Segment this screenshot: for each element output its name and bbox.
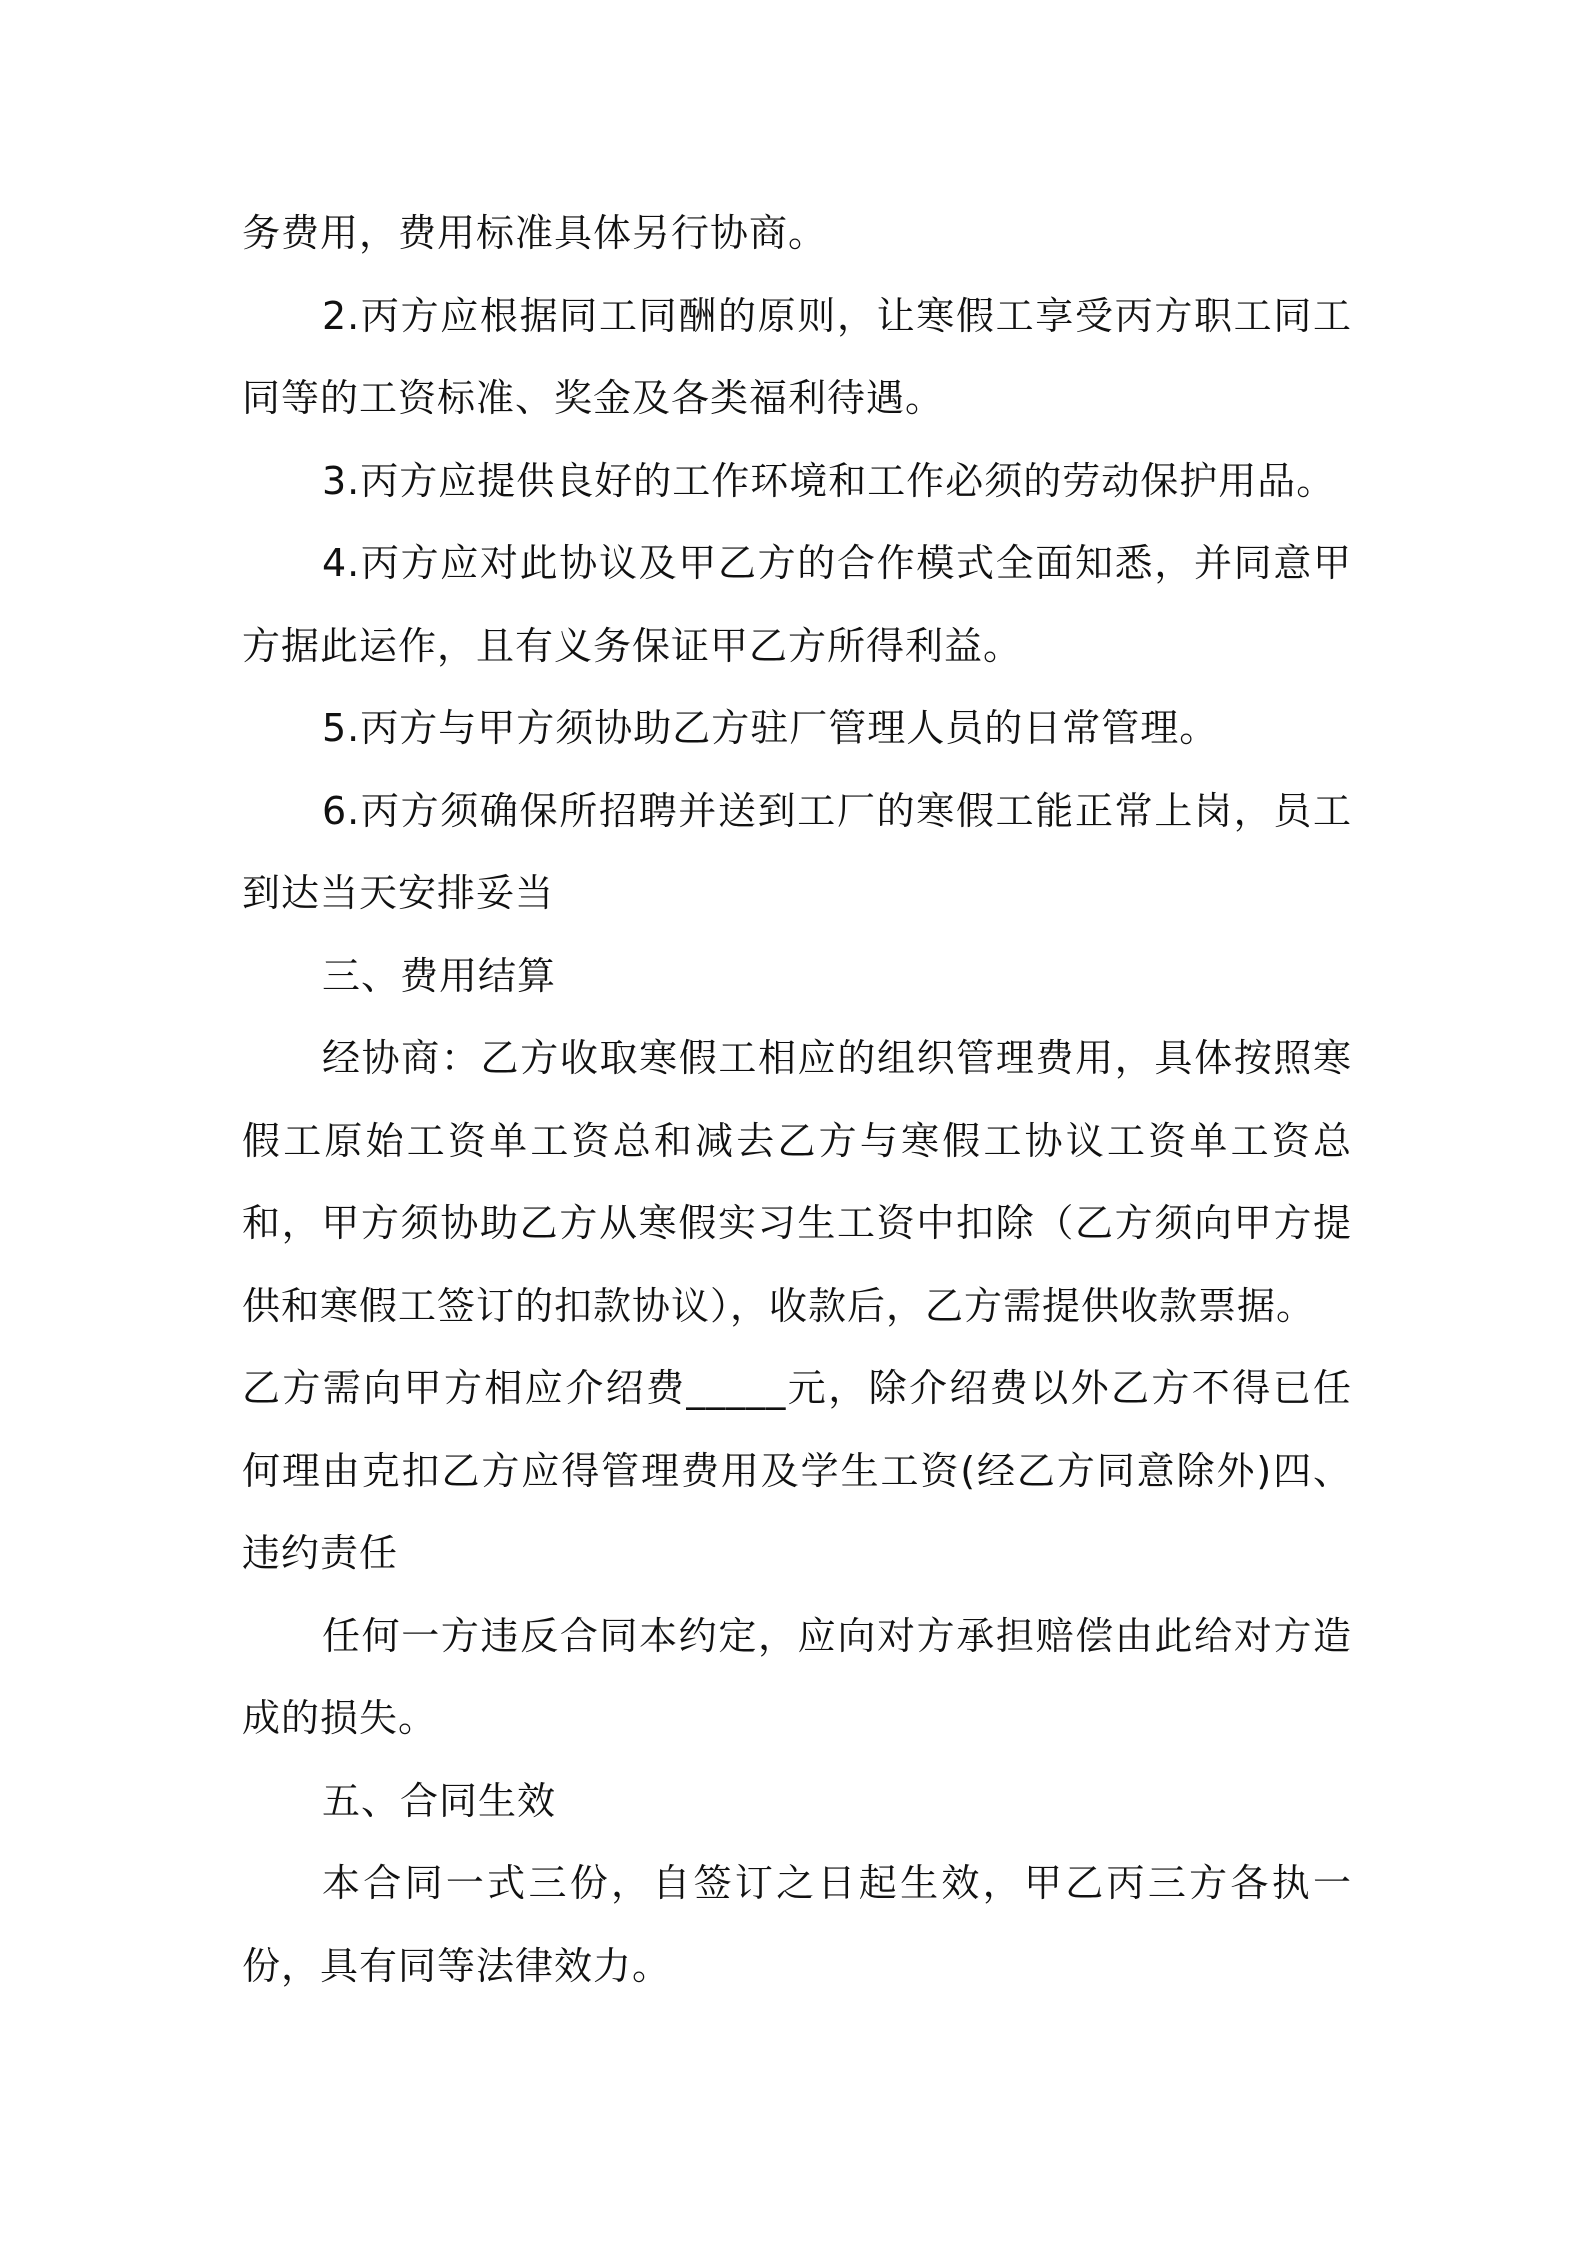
paragraph: 乙方需向甲方相应介绍费_____元，除介绍费以外乙方不得已任何理由克扣乙方应得管理费用及学生工资(经乙方同意除外)四、违约责任 xyxy=(242,1366,1352,1575)
section-heading: 五、合同生效 xyxy=(322,1778,557,1823)
document-body xyxy=(242,192,1352,2007)
paragraph: 任何一方违反合同本约定，应向对方承担赔偿由此给对方造成的损失。 xyxy=(242,1613,1352,1740)
paragraph: 2.丙方应根据同工同酬的原则，让寒假工享受丙方职工同工同等的工资标准、奖金及各类福利待遇。 xyxy=(242,293,1352,420)
paragraph: 务费用，费用标准具体另行协商。 xyxy=(242,211,828,255)
paragraph: 经协商：乙方收取寒假工相应的组织管理费用，具体按照寒假工原始工资单工资总和减去乙方与寒假工协议工资单工资总和，甲方须协助乙方从寒假实习生工资中扣除（乙方须向甲方提供和寒假工签订的扣款协议），收款后，乙方需提供收款票据。 xyxy=(242,1036,1352,1328)
paragraph: 本合同一式三份，自签订之日起生效，甲乙丙三方各执一份，具有同等法律效力。 xyxy=(242,1861,1352,1988)
paragraph: 5.丙方与甲方须协助乙方驻厂管理人员的日常管理。 xyxy=(322,706,1219,750)
section-heading: 三、费用结算 xyxy=(322,953,557,998)
paragraph: 4.丙方应对此协议及甲乙方的合作模式全面知悉，并同意甲方据此运作，且有义务保证甲乙方所得利益。 xyxy=(242,541,1352,668)
paragraph: 6.丙方须确保所招聘并送到工厂的寒假工能正常上岗，员工到达当天安排妥当 xyxy=(242,788,1352,915)
paragraph: 3.丙方应提供良好的工作环境和工作必须的劳动保护用品。 xyxy=(322,458,1336,503)
